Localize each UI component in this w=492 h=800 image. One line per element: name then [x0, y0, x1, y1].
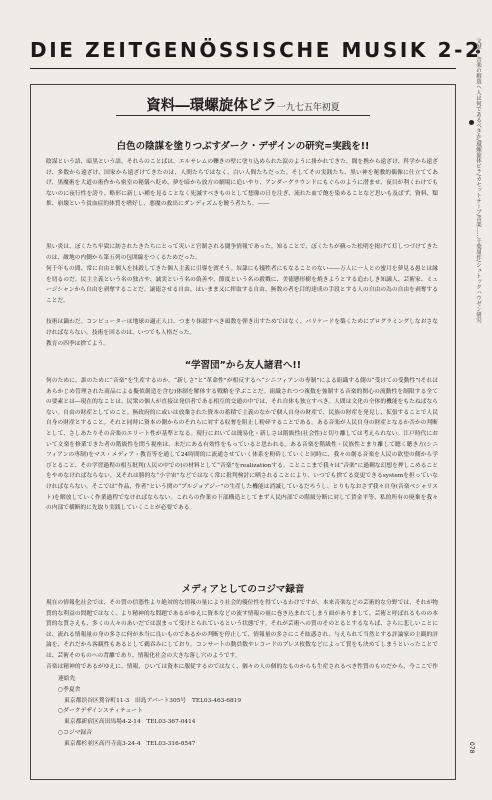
contact-heading: 連絡先 — [58, 676, 76, 682]
contact-org-1-name: ○季夏舎 — [58, 686, 81, 693]
section-title-3: メディアとしてのコジマ録音 — [181, 584, 305, 595]
section-3-body — [46, 598, 438, 672]
subtitle-main: 資料―環螺旋体ビラ — [146, 97, 277, 114]
section-1-paragraph-4: 技術は鍋わだ。コンピューターは地球の適正人口、つまり抹殺すべき頭数を弾き出すためではなく、バリケードを築くためにプログラミングしなおさなければならない。技術を回るのは、いつでも人格だった。 — [46, 319, 438, 336]
page-title: DIE ZEITGENÖSSISCHE MUSIK 2-2 — [30, 38, 482, 62]
section-title-1: 白色の陰謀を塗りつぶすダーク・デザインの研究=実践を!! — [116, 141, 370, 152]
section-3-paragraph-2: 音楽は精神的であるがゆえに、情報、ひいては資本に服従するのではなく、個々の人の個的なものからも生産されるべき性質のものだから、今ここで作 — [46, 663, 438, 670]
contact-org-1-address: 東京都渋谷区鶯谷町11-3 田島アパート305号 TEL03-463-6819 — [64, 697, 242, 704]
section-3-paragraph-1: 現在の情報化社会では、その質の信憑性より絶対的な情報の量により社会的優位性を得ているわけですが、本来音楽などの芸術的な分野では、それが物質的な利益の問題ではなく、より精神的な問題であるがゆえに資本などの流す情報の量に巻き込まれてしまう面がありまして、芸術と呼ばれるものの本質的な質さえも、多くの人々のあいだでは誤まって受けとられているという状態です。それが芸術への質のそのとるとするならば、さらに悲しいことには、流れる情報量の身の多さに何が本当に良いものであるかの判断を停止して、情報量の多さにこそ眩惑され、与えられて当然とする評論家の主観的評論を、それだから客観性もあるとして鵜吞みにしており。コンサートの動員数やレコードのプレス枚数などによって質をも決めてしまうといったことでは、芸術そのものへの背離であり、情報化社会の大きな落し穴のようです。 — [46, 600, 438, 659]
section-1-paragraph-1: 陰謀という語、暗黒という語、それらのことばは、エルサレムの轢きの壁に塗り込められた涙のように掛かれてきた。闇を携から遠ざけ、科学から遠ざけ、多数から遠ざけ、国家から遠ざけてきたのは、人間たちではなく、白い人間たちだった。そしてその実践たち、黒い神を秘教的偶像に仕立ててあげ、黒魔術を大道の術作から密室の秘儀へ貶め、夢を暗から放方の劇場に追いやり、アンダーグラウンドにもぐらのように潜ませ、夜目が利くわけでもないのに夜行性を誇り、略形に新しい種を見ることなく死滅すべきものとして想像の日を注ぎ、流れた血で飽を染めることなど思いも及ばず、資料、類推、崩壊という貧血症的体質を嗜好し、悪魔の救出にダンディズムを饒う者たち。―― — [46, 159, 438, 208]
section-1-paragraph-5: 教育の四季は捨てよう。 — [46, 341, 110, 347]
contact-org-3-name: ○コジマ録音 — [58, 729, 93, 736]
section-title-2: “学習団”から友人諸君へ!! — [184, 360, 302, 371]
section-1-paragraph-3: 何千年もの間、常に自由と個人を抹殺してきた個人主義に引導を渡そう。奴隷にも犠牲者にもなることのない――万人に一人との蜜月を夢見る愚とは縁を切るのだ。民主主義という名の独占や、誠実という名の偽善や、節度という名の殺戮に、美徳懸形樹を焼きようとする追わしき知識人、芸術家、ミュージシャンから自由を剥奪することだ。譲徳させる自由、はいまま又に搾取する自由、無数の者を目的達成の手段とする人の自由の為の自由を剥奪することだ。 — [46, 266, 438, 304]
section-1-paragraph-2: 黒い炎は、ぼくたち牢獄に紡されたきたちにとって災いと官制される闘争情報であった。知ることで、ぼくたちが蘇った松明を掲げて灯しつづけてきたのは、敵地の内側から第五列の包囲線をつくるためだった。 — [46, 244, 438, 261]
contact-block — [58, 674, 358, 750]
side-margin-label: 文献● 音楽の解放へ人は何であるべきか/環螺旋体ビラ/カセットテープ/音楽……千葉周作/シュトックハウゼン研究 — [475, 38, 481, 323]
subtitle — [30, 94, 456, 115]
contact-org-2-name: ○ダークデザインスティテュート — [58, 708, 143, 715]
contact-org-3-address: 東京都杉並区高円寺南3-24-4 TEL03-316-0547 — [64, 740, 196, 747]
header-rule — [30, 68, 456, 69]
contact-org-2-address: 東京都新宿区高田馬場4-2-14 TEL03-367-0414 — [64, 719, 196, 726]
page-number: 078 — [468, 742, 475, 754]
section-2-paragraph-1: 何のために、誰のために“音楽”を生産するのか。“新しさ”と“革命性”が相反するヘ“シニフィアンの専制”による組織する側の“受けての受動性”(それはあらかじめ管理された商品による擬似創造を含む)体制を解体する戦略を学ぶことだ。組織されつつ複数を強制する音楽的関心の流動性を制限する全ての要素とは―現在的なことは、民衆の個人が直接は発信者である相互的交通の中では、それ自体も独立すべき。人間は文化の全体的機能をもたねばならない。自由の財産としてのこと。無政府的に或いは放棄された資本の蓄積で主義のなかで個人自身の財産で、民族の財産を発見し、拡張することで人民自身の財産とすること。それと同時に資本の側からのそれらに対する収奪を阻止し粉碎することである。ある音楽が人民自身の財産となるか否かの判断として、さしあたりその音楽のエリート性が基準となる。現行においては簡易化・新しさは階級性(社会性)と切り離しては考えられない。江戸時代において文楽を修業できた者の階級性を問う視座は、未だにある有効性をもっていると思われる。ある音楽を階級性・民族性とまり離して聴く聴き方(シニフィアンの専制)をマス・メディア・教育等を通して24時間的に流通させていく体系を粉砕していくと同時に、我々の創る音楽を人民の欲望の側から学びとること、その学習過程の相互批判(人民の中での)の材料として“音楽”をrealizationする。ことここまで我々は“音楽”に過剰な幻想を押しこめることをやめなければならない。又それは勝的な“小宇宙”などではなく常に批判検討に晒されることにより、いつでも捨てる変更できるsystemを担っていなければならない。そこでは“作品、作者”という関の“プルジョアジー”の生産した機能は消滅しているだろうし、とりもなおさず我々自身(音楽ペシャリスト)を解放していく作業過程でなければならない。これらの作業の下部構造としてまず人民内部での階級分断に対して賃金平等、私的所有の廃棄を我々の内部で横断的に先取り実践していくことが必要である。 — [46, 378, 438, 512]
subtitle-rule — [116, 115, 370, 116]
subtitle-date: 一九七五年初夏 — [276, 103, 340, 113]
